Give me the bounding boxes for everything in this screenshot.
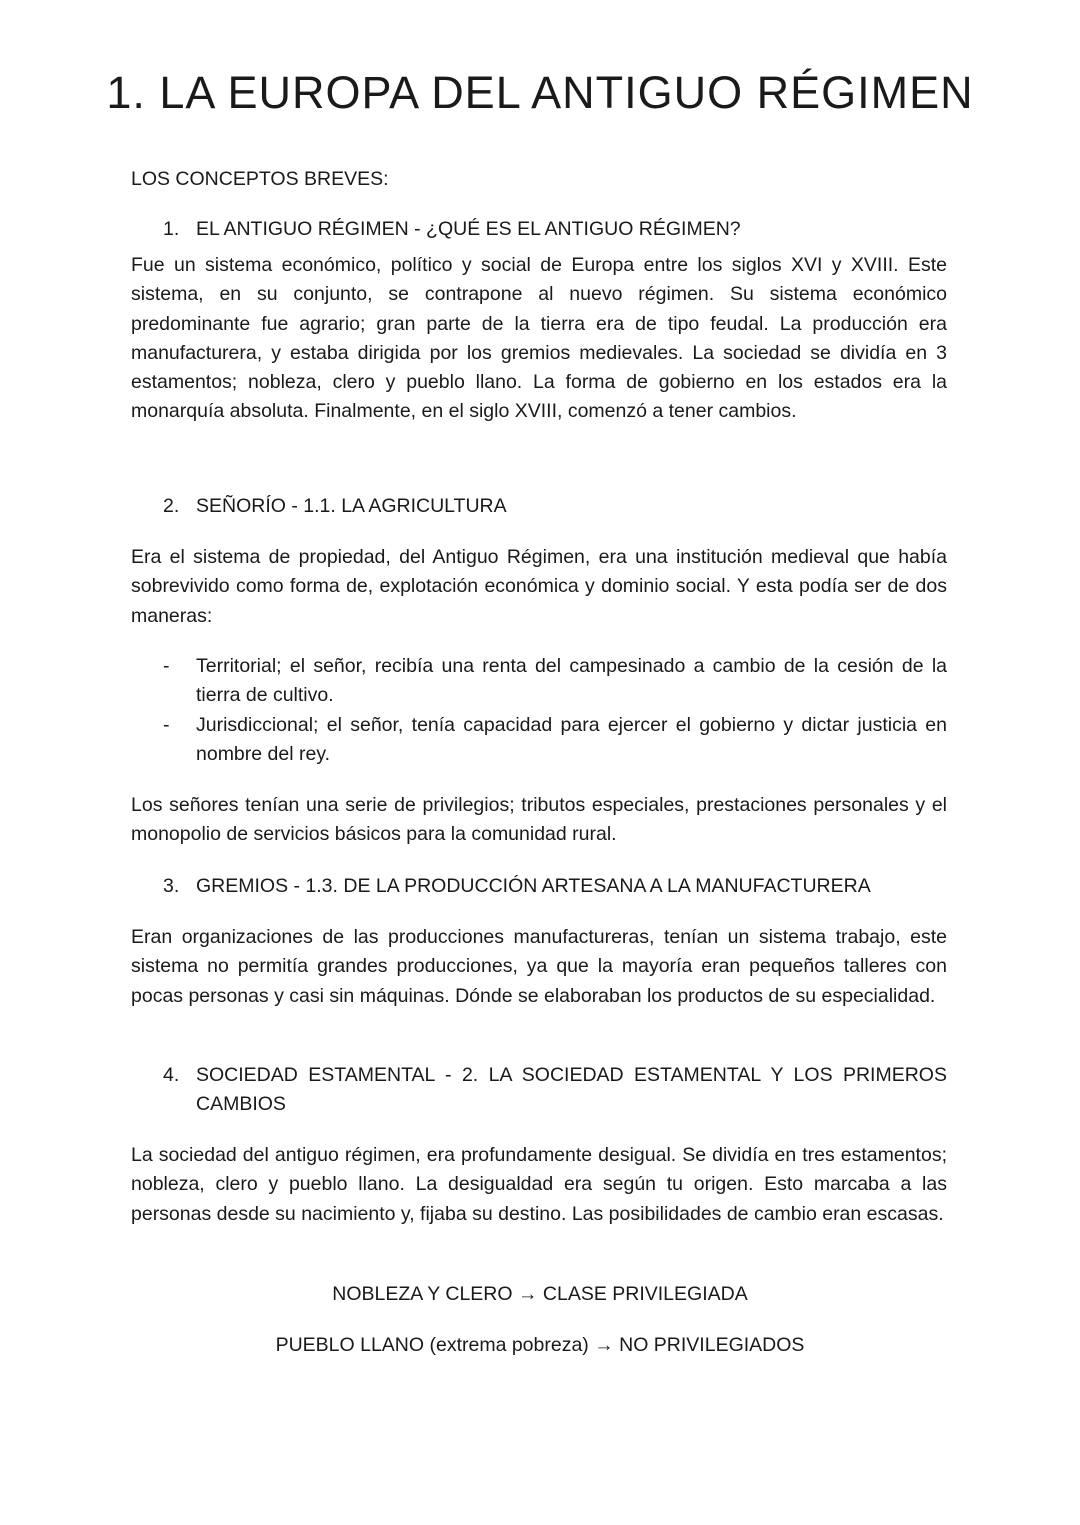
section-heading-text: SOCIEDAD ESTAMENTAL - 2. LA SOCIEDAD ESTAMENTAL Y LOS PRIMEROS CAMBIOS [196,1064,947,1116]
section-body-2: Era el sistema de propiedad, del Antiguo Régimen, era una institución medieval que había sobrevivido como forma de, explotación económica y dominio social. Y esta podía ser de dos maneras: [131,546,947,627]
section-heading-4 [131,1061,947,1120]
dash-bullet-icon: - [163,713,170,736]
section-number: 2. [163,495,180,517]
section-heading-1 [131,215,947,244]
section-body-2b: Los señores tenían una serie de privilegios; tributos especiales, prestaciones personales y el monopolio de servicios básicos para la comunidad rural. [131,794,947,846]
dash-bullet-icon: - [163,655,170,677]
page-title: 1. LA EUROPA DEL ANTIGUO RÉGIMEN [106,67,974,118]
section-heading-text: GREMIOS - 1.3. DE LA PRODUCCIÓN ARTESANA A LA MANUFACTURERA [196,875,871,897]
section-body-1: Fue un sistema económico, político y social de Europa entre los siglos XVI y XVIII. Este sistema, en su conjunto, se contrapone al nuevo régimen. Su sistema económico predominante fue agrario; gran parte de la tierra era de tipo feudal. La producción era manufacturera, y estaba dirigida por los gremios medievales. La sociedad se dividía en 3 estamentos; nobleza, clero y pueblo llano. La forma de gobierno en los estados era la monarquía absoluta. Finalmente, en el siglo XVIII, comenzó a tener cambios. [131,254,947,423]
section-heading-3 [131,872,947,901]
summary-line-2: PUEBLO LLANO (extrema pobreza) → NO PRIVILEGIADOS [275,1334,805,1356]
section-number: 4. [163,1064,180,1086]
list-item [131,711,947,770]
list-item [131,652,947,711]
section-body-3: Eran organizaciones de las producciones manufactureras, tenían un sistema trabajo, este sistema no permitía grandes producciones, ya que la mayoría eran pequeños talleres con pocas personas y casi sin máquinas. Dónde se elaboraban los productos de su especialidad. [131,926,947,1007]
summary-line-1: NOBLEZA Y CLERO → CLASE PRIVILEGIADA [332,1283,748,1305]
bullet-list [131,652,947,769]
list-item-text: Jurisdiccional; el señor, tenía capacidad para ejercer el gobierno y dictar justicia en nombre del rey. [196,713,947,765]
section-heading-text: EL ANTIGUO RÉGIMEN - ¿QUÉ ES EL ANTIGUO RÉGIMEN? [196,218,741,240]
section-heading-2 [131,492,947,521]
section-number: 3. [163,875,180,897]
list-item-text: Territorial; el señor, recibía una renta del campesinado a cambio de la cesión de la tierra de cultivo. [196,655,947,707]
intro-label: LOS CONCEPTOS BREVES: [131,168,389,190]
section-heading-text: SEÑORÍO - 1.1. LA AGRICULTURA [196,495,507,517]
section-number: 1. [163,218,180,240]
section-body-4: La sociedad del antiguo régimen, era profundamente desigual. Se dividía en tres estamentos; nobleza, clero y pueblo llano. La desigualdad era según tu origen. Esto marcaba a las personas desde su nacimiento y, fijaba su destino. Las posibilidades de cambio eran escasas. [131,1144,947,1225]
